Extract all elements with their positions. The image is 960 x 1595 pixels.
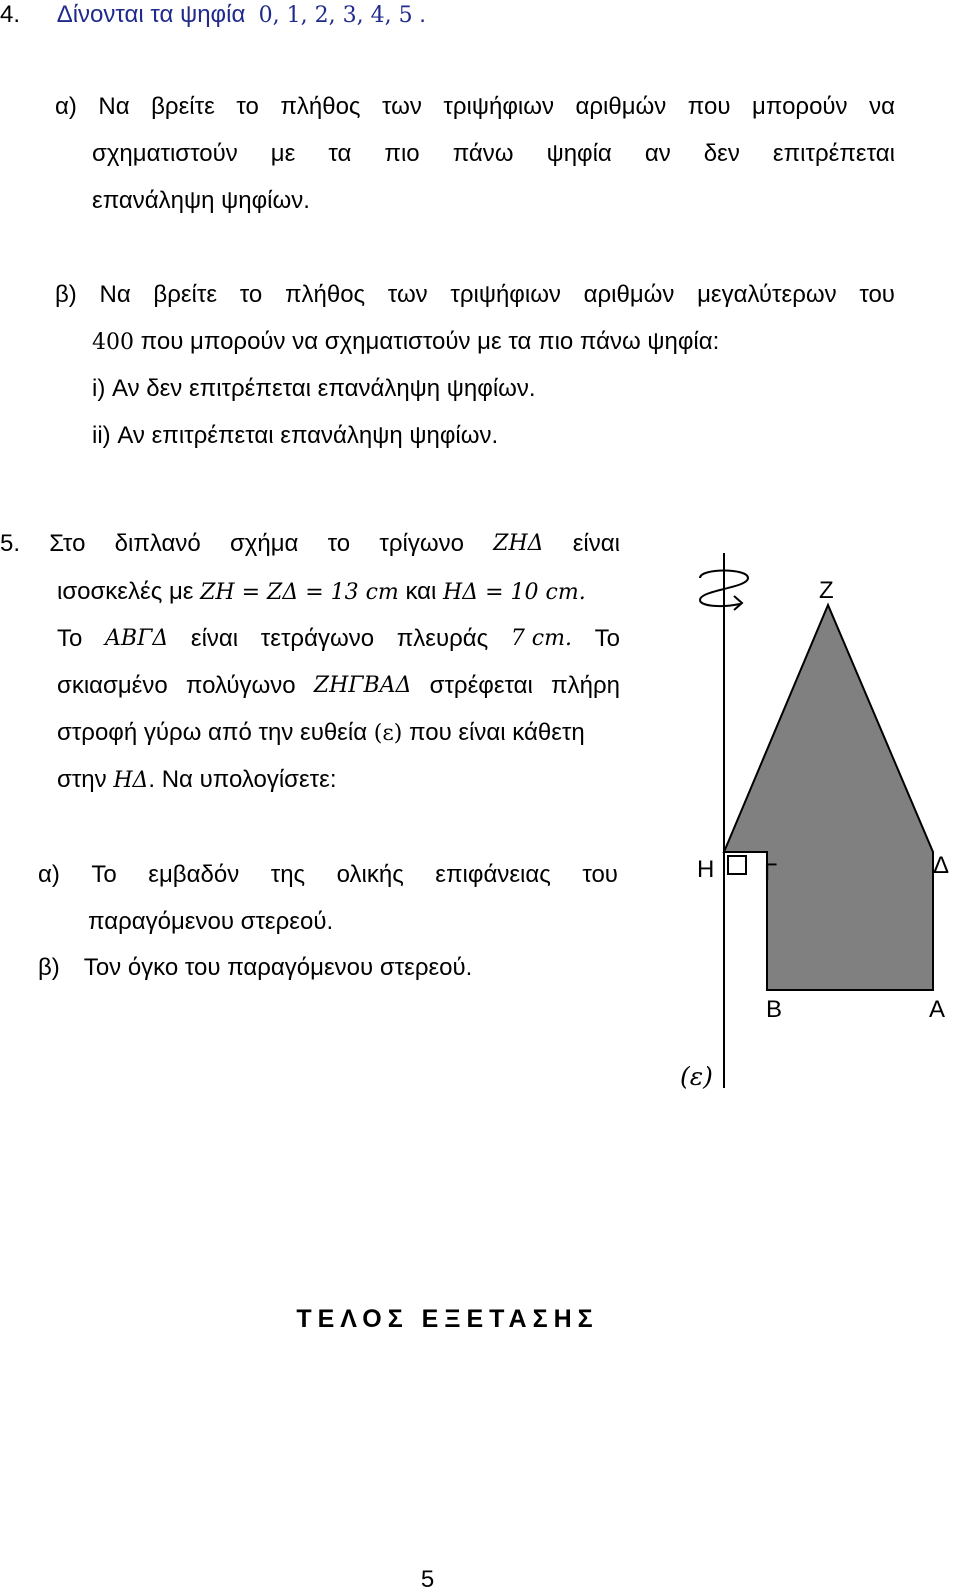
word: το [236,93,259,120]
q4b-line2: 400 που μπορούν να σχηματιστούν με τα πιο πάνω ψηφία: [92,328,720,355]
label-Z: Ζ [819,577,834,604]
q4-stem: Δίνονται τα ψηφία 0, 1, 2, 3, 4, 5 . [56,1,426,28]
q4-digits: 0, 1, 2, 3, 4, 5 [258,3,413,28]
label-A: Α [929,996,946,1023]
word: πιο [384,140,420,167]
word: των [382,93,422,120]
q4a-line3: επανάληψη ψηφίων. [92,187,310,214]
word: τριψήφιων [443,93,554,120]
q4b-i: i) Αν δεν επιτρέπεται επανάληψη ψηφίων. [92,375,536,402]
word: εμβαδόν [148,861,240,888]
item-label: α) [38,861,60,888]
label-B: Β [766,996,783,1023]
word: του [582,861,618,888]
word: μεγαλύτερων [697,281,837,308]
label-axis: (ε) [680,1062,713,1091]
word: βρείτε [151,93,215,120]
right-angle-mark [728,856,746,874]
word: Να [98,93,130,120]
word: του [859,281,895,308]
word: τα [328,140,352,167]
word: των [387,281,428,308]
q5-line1: 5. Στο διπλανό σχήμα το τρίγωνο ΖΗΔ είναι [0,530,620,557]
q5-line2: ισοσκελές με ΖΗ = ΖΔ = 13 cm και ΗΔ = 10 cm. [57,578,586,605]
word: αν [644,140,671,167]
word: επιτρέπεται [772,140,895,167]
q5-line3: Το ΑΒΓΔ είναι τετράγωνο πλευράς 7 cm. Το [57,625,620,652]
word: επιφάνειας [435,861,551,888]
item-label: β) [55,281,77,308]
word: μπορούν [752,93,848,120]
label-G: Γ [764,859,778,886]
word: πάνω [452,140,514,167]
word: βρείτε [153,281,218,308]
q5-line4: σκιασμένο πολύγωνο ΖΗΓΒΑΔ στρέφεται πλήρη [57,672,620,699]
word: με [270,140,296,167]
word: που [687,93,731,120]
word: πλήθος [280,93,361,120]
word: ψηφία [546,140,612,167]
shaded-polygon [724,605,933,990]
word: της [270,861,306,888]
end-of-exam: ΤΕΛΟΣ ΕΞΕΤΑΣΗΣ [296,1305,599,1333]
word: Το [91,861,117,888]
q5-line6: στην ΗΔ. Να υπολογίσετε: [57,766,337,793]
word: τριψήφιων [450,281,561,308]
label-H: Η [697,856,715,883]
page-number: 5 [420,1566,435,1593]
word: ολικής [336,861,404,888]
word: αριθμών [575,93,667,120]
q4b-number: 400 [92,330,134,355]
word: αριθμών [583,281,675,308]
q5-line5: στροφή γύρω από την ευθεία (ε) που είναι κάθετη [57,719,585,746]
label-D: Δ [933,852,950,879]
q5b-line: β) Τον όγκο του παραγόμενου στερεού. [38,954,473,981]
word: δεν [703,140,740,167]
word: Να [99,281,131,308]
item-label: α) [55,93,77,120]
word: το [239,281,263,308]
word: πλήθος [284,281,366,308]
q4b-ii: ii) Αν επιτρέπεται επανάληψη ψηφίων. [92,422,499,449]
word: σχηματιστούν [92,140,238,167]
word: να [869,93,895,120]
q4-number: 4. [0,1,21,28]
q5a-line2: παραγόμενου στερεού. [88,908,334,935]
